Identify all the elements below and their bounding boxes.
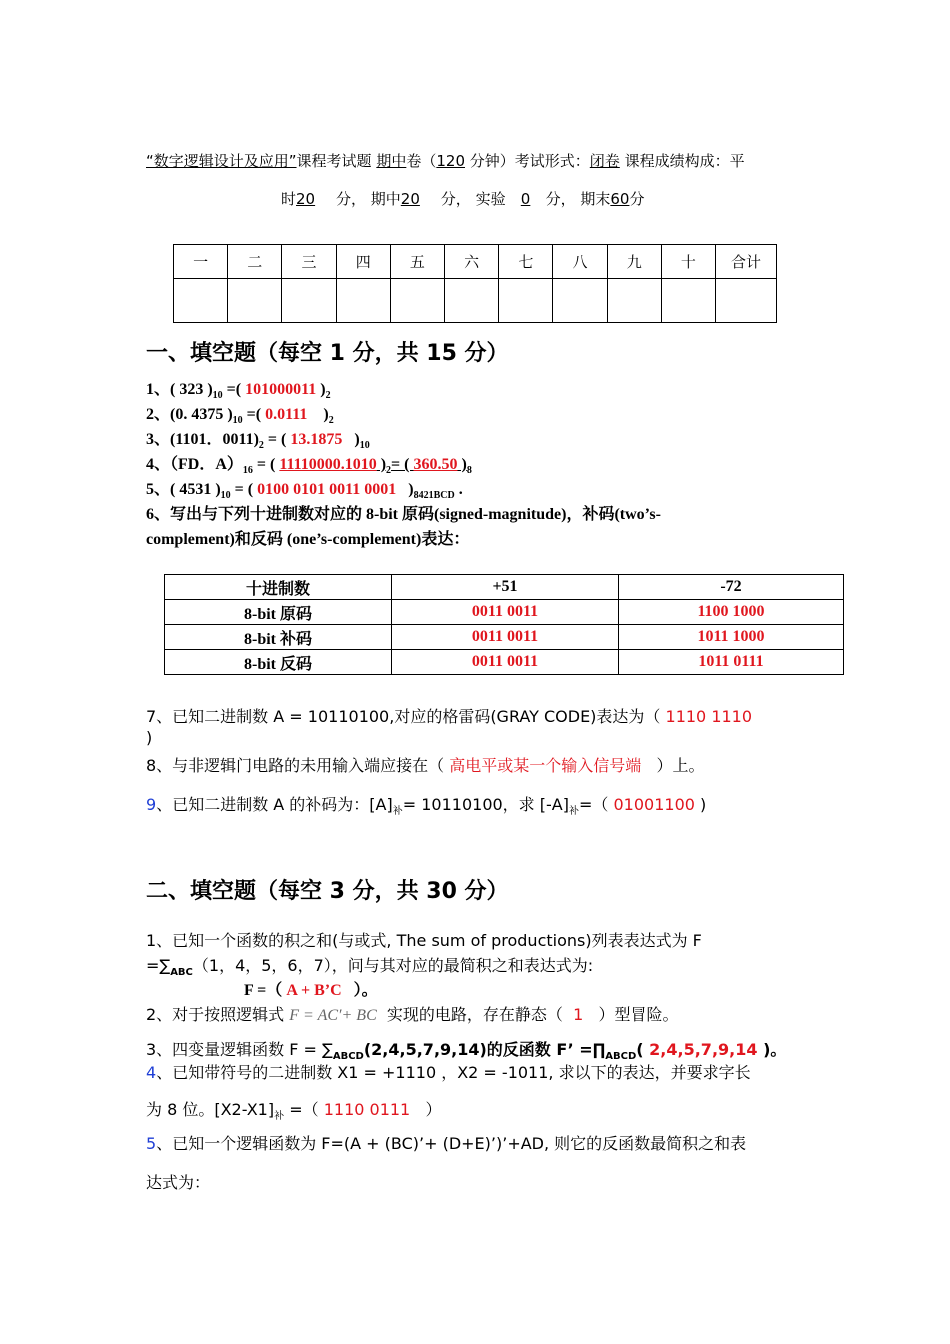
answer: 0.0111 <box>265 406 308 423</box>
answer: 2,4,5,7,9,14 <box>649 1040 758 1059</box>
formula: F = AC′+ BC <box>289 1007 377 1024</box>
score-cell[interactable] <box>607 279 661 323</box>
conversion-table <box>164 574 844 675</box>
score-cell[interactable] <box>716 279 777 323</box>
score-header: 四 <box>336 245 390 279</box>
s1-q7: 7、已知二进制数 A = 10110100,对应的格雷码(GRAY CODE)表达为（ 1110 1110 <box>146 707 753 726</box>
s1-q9: 9、已知二进制数 A 的补码为：$[A]_补= 10110100$，求 $[-A]_补=$（ 01001100 ) <box>146 795 707 817</box>
s2-q2: 2、对于按照逻辑式 F = AC′+ BC 实现的电路，存在静态（ 1 ）型冒险。 <box>146 1005 679 1024</box>
answer: 高电平或某一个输入信号端 <box>449 756 642 775</box>
conv-header: 十进制数 <box>165 575 392 600</box>
s2-q1-line2: $=\sum_{ABC}(1$，4，5，6，7），问与其对应的最简积之和表达式为: <box>146 956 594 978</box>
answer: 1011 0111 <box>619 650 844 675</box>
s1-q6-line1: 6、写出与下列十进制数对应的 8-bit 原码(signed-magnitude)，补码(two’s- <box>146 506 661 523</box>
score-header: 三 <box>282 245 336 279</box>
score-cell[interactable] <box>174 279 228 323</box>
score-cell[interactable] <box>661 279 715 323</box>
answer: 1011 1000 <box>619 625 844 650</box>
score-header: 二 <box>228 245 282 279</box>
score-header: 一 <box>174 245 228 279</box>
score-header: 八 <box>553 245 607 279</box>
score-cell[interactable] <box>336 279 390 323</box>
conv-header: +51 <box>392 575 619 600</box>
answer: 01001100 <box>613 795 695 814</box>
s1-q5: 5、( 4531 )$_{10}$ = ( 0100 0101 0011 0001 )$_{8421BCD}$ . <box>146 481 463 501</box>
answer: 13.1875 <box>290 431 343 448</box>
s2-q4-line2: 为 8 位。$[X2-X1]_补$ =（ 1110 0111 ） <box>146 1100 442 1122</box>
answer: 1 <box>573 1005 584 1024</box>
s1-q8: 8、与非逻辑门电路的未用输入端应接在（ 高电平或某一个输入信号端 ）上。 <box>146 756 705 775</box>
section-1-title: 一、填空题（每空 1 分，共 15 分） <box>146 341 509 366</box>
answer: 1110 1110 <box>665 707 753 726</box>
score-header: 九 <box>607 245 661 279</box>
score-ps: 20 <box>296 190 316 208</box>
answer: 1110 0111 <box>323 1100 411 1119</box>
answer: 360.50 <box>413 456 458 473</box>
exam-minutes: 120 <box>436 152 465 170</box>
s1-q3: 3、(1101．$0011)_2$ = ( 13.1875 )$_{10}$ <box>146 431 370 451</box>
answer: 0011 0011 <box>392 625 619 650</box>
score-header: 十 <box>661 245 715 279</box>
score-header: 合计 <box>716 245 777 279</box>
conv-header: -72 <box>619 575 844 600</box>
score-header: 五 <box>390 245 444 279</box>
course-name: “数字逻辑设计及应用” <box>146 152 297 170</box>
s2-q5-line2: 达式为： <box>146 1173 211 1192</box>
score-cell[interactable] <box>553 279 607 323</box>
score-header: 七 <box>499 245 553 279</box>
s2-q5-line1: 5、已知一个逻辑函数为 F=(A + (BC)’+ (D+E)’)’+AD, 则它的反函数最简积之和表 <box>146 1134 747 1153</box>
exam-term: 期中 <box>376 152 407 170</box>
s2-q1-line1: 1、已知一个函数的积之和(与或式, The sum of productions)列表表达式为 F <box>146 931 702 950</box>
score-cell[interactable] <box>228 279 282 323</box>
s2-q4-line1: 4、已知带符号的二进制数 X1 = +1110 ，X2 = -1011, 求以下的表达，并要求字长 <box>146 1063 751 1082</box>
header-line-2: 时20 分， 期中20 分， 实验 0 分， 期末60分 <box>281 190 645 208</box>
s1-q4: 4、（FD．$A)_{16}$ = ( 11110000.1010 )$_2=$ ( 360.50 )$_8$ <box>146 456 472 476</box>
s2-q1-answer-line: F =（ A + B’C ）。 <box>244 982 378 999</box>
exam-mode: 闭卷 <box>589 152 620 170</box>
score-table <box>173 244 777 323</box>
section-2-title: 二、填空题（每空 3 分，共 30 分） <box>146 879 509 904</box>
answer: 0011 0011 <box>392 650 619 675</box>
answer: 11110000.1010 <box>279 456 377 473</box>
score-cell[interactable] <box>390 279 444 323</box>
s1-q1: 1、( 323 )$_{10}$ =( 101000011 )$_2$ <box>146 381 331 401</box>
score-cell[interactable] <box>282 279 336 323</box>
answer: 0100 0101 0011 0001 <box>257 481 397 498</box>
answer: 0011 0011 <box>392 600 619 625</box>
answer: 1100 1000 <box>619 600 844 625</box>
header-line-1: “数字逻辑设计及应用”课程考试题 期中卷（120 分钟）考试形式：闭卷 课程成绩构成：平 <box>146 152 745 170</box>
s2-q3: 3、四变量逻辑函数 $F = \sum_{ABCD}(2,4,5,7,9,14)$的反函数 F’ $=\prod_{ABCD}$( 2,4,5,7,9,14 )。 <box>146 1040 787 1062</box>
score-cell[interactable] <box>499 279 553 323</box>
answer: A + B’C <box>286 982 342 999</box>
s1-q7-close: ) <box>146 728 153 747</box>
score-header: 六 <box>445 245 499 279</box>
score-mid: 20 <box>400 190 420 208</box>
score-cell[interactable] <box>445 279 499 323</box>
score-final: 60 <box>610 190 630 208</box>
conv-row-label: 8-bit 反码 <box>165 650 392 675</box>
conv-row-label: 8-bit 补码 <box>165 625 392 650</box>
s1-q6-line2: complement)和反码 (one’s-complement)表达： <box>146 531 470 548</box>
s1-q2: 2、(0. 4375 )$_{10}$ =( 0.0111 )$_2$ <box>146 406 334 426</box>
conv-row-label: 8-bit 原码 <box>165 600 392 625</box>
answer: 101000011 <box>245 381 317 398</box>
score-lab: 0 <box>520 190 531 208</box>
